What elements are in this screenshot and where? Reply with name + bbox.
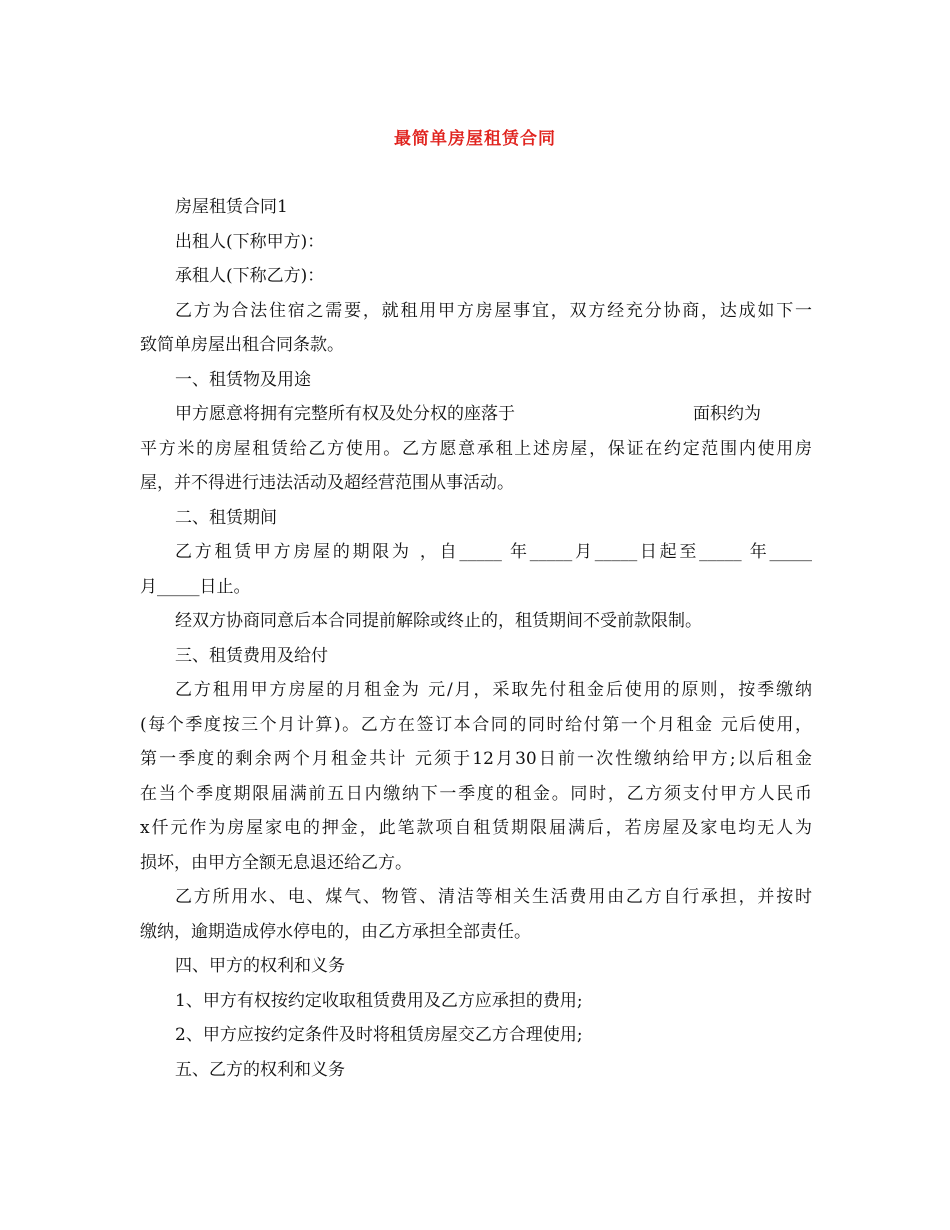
section-heading: 一、租赁物及用途 xyxy=(175,369,311,390)
text-line: 乙方租赁甲方房屋的期限为 ，自_____ 年_____月_____日起至_____ 年_____ xyxy=(175,542,812,562)
section-heading: 五、乙方的权利和义务 xyxy=(175,1059,345,1080)
document-body xyxy=(140,190,812,1087)
text-line: 平方米的房屋租赁给乙方使用。乙方愿意承租上述房屋，保证在约定范围内使用房 xyxy=(140,438,812,459)
text-line: 乙方所用水、电、煤气、物管、清洁等相关生活费用由乙方自行承担，并按时 xyxy=(175,887,812,907)
text-line: 房屋租赁合同1 xyxy=(175,197,288,217)
text-line: x仟元作为房屋家电的押金，此笔款项自租赁期限届满后，若房屋及家电均无人为 xyxy=(140,818,812,838)
text-line: 经双方协商同意后本合同提前解除或终止的，租赁期间不受前款限制。 xyxy=(175,611,702,631)
text-line: 月_____日止。 xyxy=(140,576,251,597)
lessor-line: 出租人(下称甲方)： xyxy=(175,231,325,252)
text-line: 第一季度的剩余两个月租金共计 元须于12月30日前一次性缴纳给甲方;以后租金 xyxy=(140,749,812,769)
text-segment: 面积约为 xyxy=(693,404,761,424)
text-line: 1、甲方有权按约定收取租赁费用及乙方应承担的费用; xyxy=(175,990,583,1011)
text-segment: 甲方愿意将拥有完整所有权及处分权的座落于 xyxy=(175,404,515,424)
text-line: 缴纳，逾期造成停水停电的，由乙方承担全部责任。 xyxy=(140,921,531,942)
text-line: (每个季度按三个月计算)。乙方在签订本合同的同时给付第一个月租金 元后使用， xyxy=(140,714,812,735)
section-heading: 二、租赁期间 xyxy=(175,507,277,528)
section-heading: 三、租赁费用及给付 xyxy=(175,645,328,666)
lessee-line: 承租人(下称乙方)： xyxy=(175,266,325,286)
text-line: 乙方租用甲方房屋的月租金为 元/月，采取先付租金后使用的原则，按季缴纳 xyxy=(175,680,812,700)
section-heading: 四、甲方的权利和义务 xyxy=(175,956,345,976)
document-title: 最简单房屋租赁合同 xyxy=(394,129,556,149)
text-line: 在当个季度期限届满前五日内缴纳下一季度的租金。同时，乙方须支付甲方人民币 xyxy=(140,783,812,804)
text-line: 乙方为合法住宿之需要，就租用甲方房屋事宜，双方经充分协商，达成如下一 xyxy=(175,300,812,321)
text-line: 致简单房屋出租合同条款。 xyxy=(140,335,344,355)
text-line: 损坏，由甲方全额无息退还给乙方。 xyxy=(140,852,412,873)
text-line: 2、甲方应按约定条件及时将租赁房屋交乙方合理使用; xyxy=(175,1025,583,1045)
text-line: 屋，并不得进行违法活动及超经营范围从事活动。 xyxy=(140,473,514,493)
text-line xyxy=(140,397,812,432)
